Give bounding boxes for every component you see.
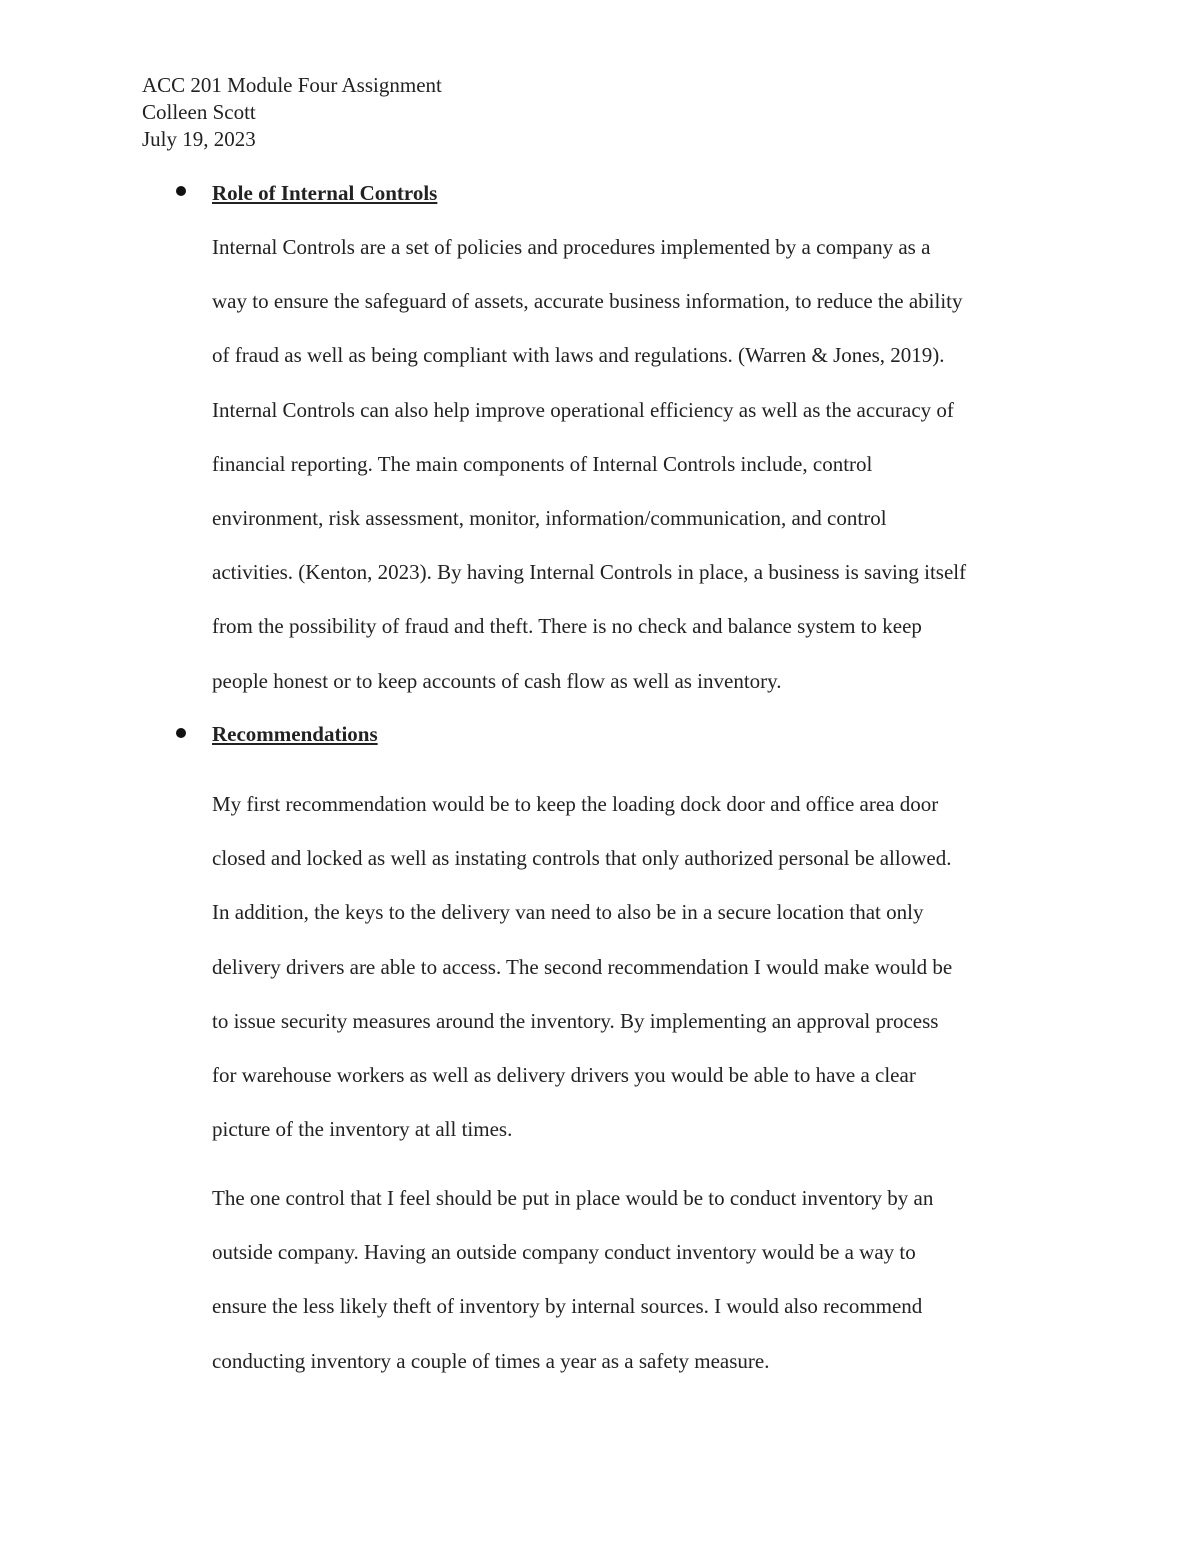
paragraph-line: delivery drivers are able to access. The second recommendation I would make would be: [212, 954, 953, 979]
paragraph-line: Internal Controls can also help improve operational efficiency as well as the accuracy of: [212, 397, 954, 422]
paragraph-line: conducting inventory a couple of times a year as a safety measure.: [212, 1348, 770, 1373]
paragraph-line: of fraud as well as being compliant with laws and regulations. (Warren & Jones, 2019).: [212, 343, 945, 368]
bullet-icon: [176, 186, 186, 196]
paragraph-line: from the possibility of fraud and theft. There is no check and balance system to keep: [212, 614, 922, 639]
paragraph-line: closed and locked as well as instating controls that only authorized personal be allowed.: [212, 846, 952, 871]
paragraph-line: to issue security measures around the inventory. By implementing an approval process: [212, 1008, 939, 1033]
role-paragraph: [212, 220, 1072, 708]
paragraph-line: The one control that I feel should be put in place would be to conduct inventory by an: [212, 1186, 934, 1210]
paragraph-line: way to ensure the safeguard of assets, accurate business information, to reduce the ability: [212, 289, 963, 314]
paragraph-line: environment, risk assessment, monitor, information/communication, and control: [212, 506, 887, 531]
document-header: [142, 72, 442, 153]
recommendations-paragraph-2: [212, 1171, 1072, 1388]
recommendations-paragraph-1: [212, 777, 1072, 1156]
paragraph-line: picture of the inventory at all times.: [212, 1117, 513, 1142]
paragraph-line: Internal Controls are a set of policies and procedures implemented by a company as a: [212, 235, 931, 259]
paragraph-line: outside company. Having an outside company conduct inventory would be a way to: [212, 1240, 916, 1265]
bullet-icon: [176, 728, 186, 738]
author-name: Colleen Scott: [142, 100, 256, 124]
paragraph-line: activities. (Kenton, 2023). By having Internal Controls in place, a business is saving itself: [212, 560, 967, 585]
paragraph-line: ensure the less likely theft of inventory by internal sources. I would also recommend: [212, 1294, 923, 1319]
section-heading-role: Role of Internal Controls: [212, 181, 438, 205]
paragraph-line: for warehouse workers as well as delivery drivers you would be able to have a clear: [212, 1063, 916, 1088]
course-title: ACC 201 Module Four Assignment: [142, 73, 442, 97]
paragraph-line: financial reporting. The main components of Internal Controls include, control: [212, 451, 873, 476]
paragraph-line: people honest or to keep accounts of cash flow as well as inventory.: [212, 668, 782, 693]
paragraph-line: My first recommendation would be to keep the loading dock door and office area door: [212, 792, 939, 816]
paragraph-line: In addition, the keys to the delivery van need to also be in a secure location that only: [212, 900, 924, 925]
section-heading-recommendations: Recommendations: [212, 722, 378, 746]
document-date: July 19, 2023: [142, 127, 256, 151]
